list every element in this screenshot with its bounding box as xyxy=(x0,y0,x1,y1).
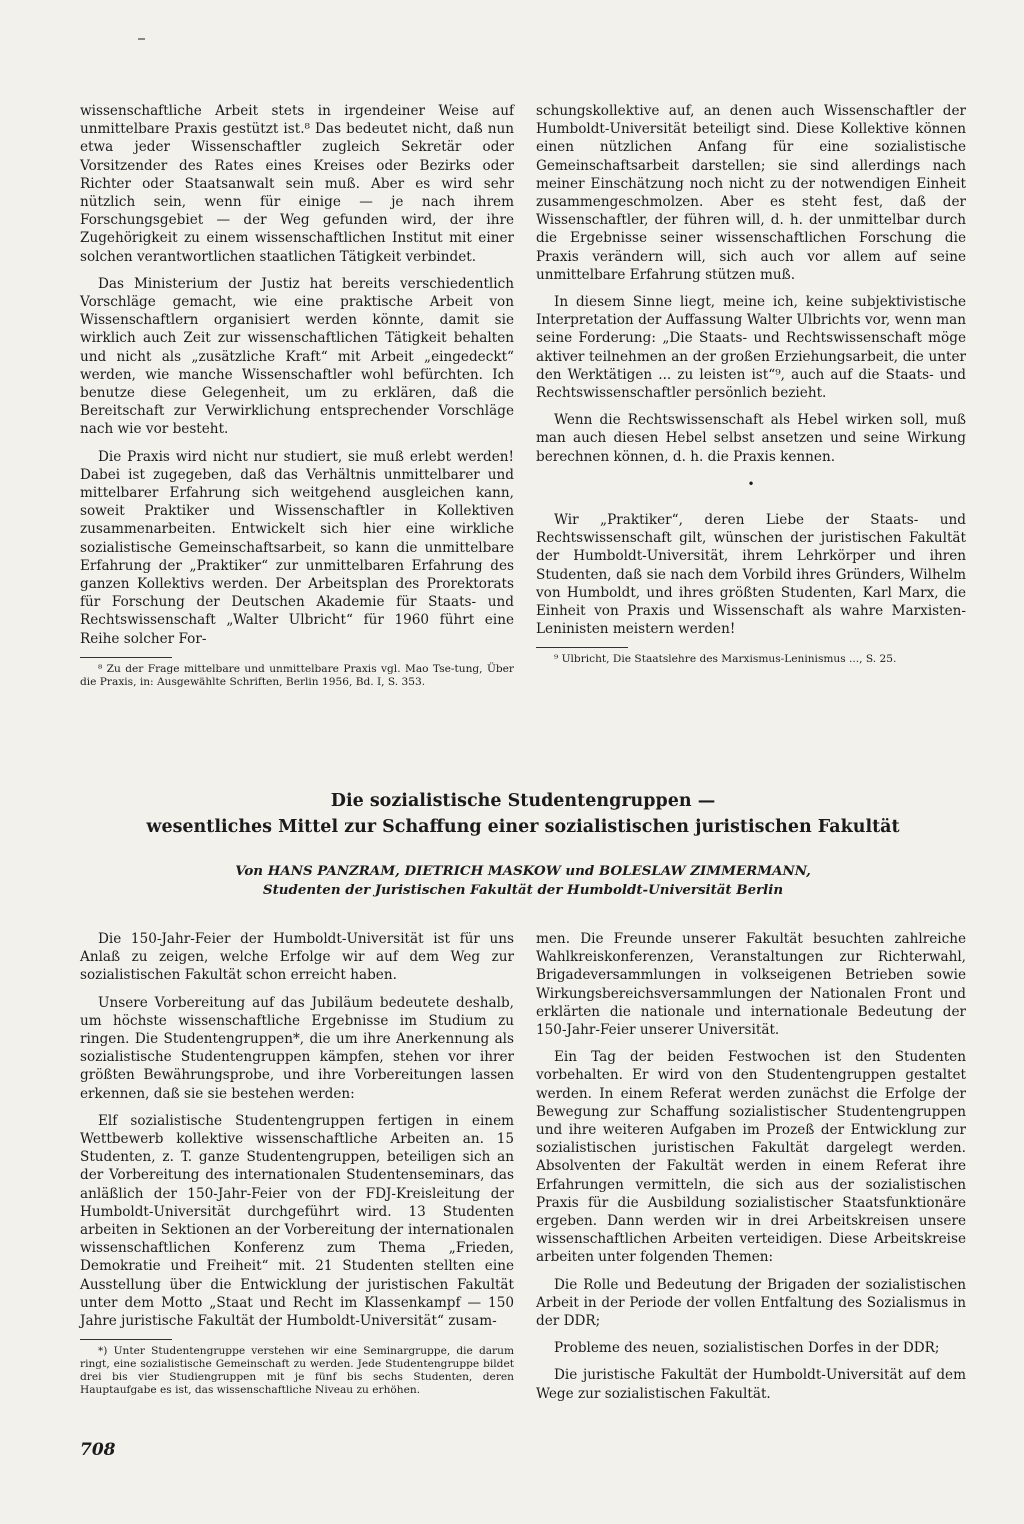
footnote-9: ⁹ Ulbricht, Die Staatslehre des Marxismus-Leninismus ..., S. 25. xyxy=(554,653,897,666)
scan-mark xyxy=(138,38,145,40)
column-bottom-right xyxy=(536,930,966,1412)
paragraph: Ein Tag der beiden Festwochen ist den Studenten vorbehalten. Er wird von den Studentengruppen gestaltet werden. In einem Referat werden zunächst die Erfolge der Bewegung zur Schaffung sozialistischer Studentengruppen und ihre weiteren Aufgaben im Prozeß der Entwicklung zur sozialistischen juristischen Fakultät dargelegt werden. Absolventen der Fakultät werden in einem Referat ihre Erfahrungen vermitteln, die sich aus der sozialistischen Praxis für die Ausbildung sozialistischer Staatsfunktionäre ergeben. Dann werden wir in drei Arbeitskreisen unsere wissenschaftlichen Arbeiten verteidigen. Diese Arbeitskreise arbeiten unter folgenden Themen: xyxy=(536,1049,966,1266)
paragraph: Die Praxis wird nicht nur studiert, sie muß erlebt werden! Dabei ist zugegeben, daß das Verhältnis unmittelbarer und mittelbarer Erfahrung sich weitgehend ausgleichen kann, soweit Praktiker und Wissenschaftler in Kollektiven zusammenarbeiten. Entwickelt sich hier eine wirkliche sozialistische Gemeinschaftsarbeit, so kann die unmittelbare Erfahrung der „Praktiker“ zur unmittelbaren Erfahrung des ganzen Kollektivs werden. Der Arbeitsplan des Prorektorats für Forschung der Deutschen Akademie für Staats- und Rechtswissenschaft „Walter Ulbricht“ für 1960 führt eine Reihe solcher For- xyxy=(80,448,514,647)
paragraph: Probleme des neuen, sozialistischen Dorfes in der DDR; xyxy=(554,1340,940,1357)
footnote-star: *) Unter Studentengruppe verstehen wir eine Seminargruppe, die darum ringt, eine sozialistische Gemeinschaft zu werden. Jede Studentengruppe bildet drei bis vier Studiengruppen mit je fünf bis sechs Studenten, deren Hauptaufgabe es ist, das wissenschaftliche Niveau zu erhöhen. xyxy=(80,1345,514,1397)
footnote-8: ⁸ Zu der Frage mittelbare und unmittelbare Praxis vgl. Mao Tse-tung, Über die Praxis, in: Ausgewählte Schriften, Berlin 1956, Bd. I, S. 353. xyxy=(80,662,514,688)
section-separator: • xyxy=(747,476,755,491)
paragraph: Die Rolle und Bedeutung der Brigaden der sozialistischen Arbeit in der Periode der vollen Entfaltung des Sozialismus in der DDR; xyxy=(536,1276,966,1330)
paragraph: Wenn die Rechtswissenschaft als Hebel wirken soll, muß man auch diesen Hebel selbst ansetzen und seine Wirkung berechnen können, d. h. die Praxis kennen. xyxy=(536,412,966,465)
article-byline xyxy=(80,862,966,900)
footnote-rule xyxy=(80,657,172,658)
paragraph: Elf sozialistische Studentengruppen fertigen in einem Wettbewerb kollektive wissenschaftliche Arbeiten an. 15 Studenten, z. T. ganze Studentengruppen, beteiligen sich an der Vorbereitung des internationalen Studentenseminars, das anläßlich der 150-Jahr-Feier von der FDJ-Kreisleitung der Humboldt-Universität durchgeführt wird. 13 Studenten arbeiten in Sektionen an der Vorbereitung der internationalen wissenschaftlichen Konferenz zum Thema „Frieden, Demokratie und Freiheit“ mit. 21 Studenten stellten eine Ausstellung über die Entwicklung der juristischen Fakultät unter dem Motto „Staat und Recht im Klassenkampf — 150 Jahre juristische Fakultät der Humboldt-Universität“ zusam- xyxy=(80,1112,514,1330)
paragraph: Die 150-Jahr-Feier der Humboldt-Universität ist für uns Anlaß zu zeigen, welche Erfolge wir auf dem Weg zur sozialistischen Fakultät schon erreicht haben. xyxy=(80,931,514,984)
paragraph: wissenschaftliche Arbeit stets in irgendeiner Weise auf unmittelbare Praxis gestützt ist.⁸ Das bedeutet nicht, daß nun etwa jeder Wissenschaftler zugleich Sekretär oder Vorsitzender des Rates eines Kreises oder Bezirks oder Richter oder Staatsanwalt sein muß. Aber es wird sehr nützlich sein, wenn für einige — je nach ihrem Forschungsgebiet — der Weg gefunden wird, der ihre Zugehörigkeit zu einem wissenschaftlichen Institut mit einer solchen verantwortlichen staatlichen Tätigkeit verbindet. xyxy=(80,103,514,265)
article-title-line-1: Die sozialistische Studentengruppen — xyxy=(330,791,716,811)
paragraph: Die juristische Fakultät der Humboldt-Universität auf dem Wege zur sozialistischen Fakultät. xyxy=(536,1367,966,1402)
paragraph: schungskollektive auf, an denen auch Wissenschaftler der Humboldt-Universität beteiligt sind. Diese Kollektive können einen nützlichen Anfang für eine sozialistische Gemeinschaftsarbeit darstellen; sie sind allerdings nach meiner Einschätzung noch nicht zu der notwendigen Einheit zusammengeschmolzen. Aber es steht fest, daß der Wissenschaftler, der führen will, d. h. der unmittelbar durch die Ergebnisse seiner wissenschaftlichen Forschung die Praxis verändern will, sich auch vor allem auf seine unmittelbare Erfahrung stützen muß. xyxy=(536,103,966,283)
page-number: 708 xyxy=(80,1440,116,1460)
column-bottom-left xyxy=(80,930,514,1397)
paragraph: Das Ministerium der Justiz hat bereits verschiedentlich Vorschläge gemacht, wie eine praktische Arbeit von Wissenschaftlern organisiert werden könnte, damit sie wirklich auch Zeit zur wissenschaftlichen Tätigkeit behalten und nicht als „zusätzliche Kraft“ mit Arbeit „eingedeckt“ werden, wie manche Wissenschaftler wohl befürchten. Ich benutze diese Gelegenheit, um zu erklären, daß die Bereitschaft zur Verwirklichung entsprechender Vorschläge nach wie vor besteht. xyxy=(80,275,514,438)
footnote-rule xyxy=(536,647,628,648)
article-title-line-2: wesentliches Mittel zur Schaffung einer sozialistischen juristischen Fakultät xyxy=(146,817,900,837)
footnote-rule xyxy=(80,1339,172,1340)
column-top-left xyxy=(80,102,514,689)
paragraph: Wir „Praktiker“, deren Liebe der Staats- und Rechtswissenschaft gilt, wünschen der juristischen Fakultät der Humboldt-Universität, ihrem Lehrkörper und ihren Studenten, daß sie nach dem Vorbild ihres Gründers, Wilhelm von Humboldt, und ihres größten Studenten, Karl Marx, die Einheit von Praxis und Wissenschaft als wahre Marxisten-Leninisten meistern werden! xyxy=(536,512,966,638)
paragraph: men. Die Freunde unserer Fakultät besuchten zahlreiche Wahlkreiskonferenzen, Veranstaltungen zur Richterwahl, Brigadeversammlungen in volkseigenen Betrieben sowie Wirkungsbereichsversammlungen der Nationalen Front und erklärten die nationale und internationale Bedeutung der 150-Jahr-Feier unserer Universität. xyxy=(536,931,966,1039)
article-title xyxy=(80,788,966,840)
paragraph: In diesem Sinne liegt, meine ich, keine subjektivistische Interpretation der Auffassung Walter Ulbrichts vor, wenn man seine Forderung: „Die Staats- und Rechtswissenschaft möge aktiver teilnehmen an der großen Erziehungsarbeit, die unter den Werktätigen ... zu leisten ist“⁹, auch auf die Staats- und Rechtswissenschaftler persönlich bezieht. xyxy=(536,294,966,402)
column-top-right xyxy=(536,102,966,666)
byline-authors: Von HANS PANZRAM, DIETRICH MASKOW und BOLESLAW ZIMMERMANN, xyxy=(235,863,811,879)
paragraph: Unsere Vorbereitung auf das Jubiläum bedeutete deshalb, um höchste wissenschaftliche Ergebnisse im Studium zu ringen. Die Studentengruppen*, die um ihre Anerkennung als sozialistische Studentengruppen kämpfen, stehen vor ihrer größten Bewährungsprobe, und ihre Vorbereitungen lassen erkennen, daß sie sie bestehen werden: xyxy=(80,994,514,1102)
byline-affiliation: Studenten der Juristischen Fakultät der Humboldt-Universität Berlin xyxy=(262,882,784,898)
